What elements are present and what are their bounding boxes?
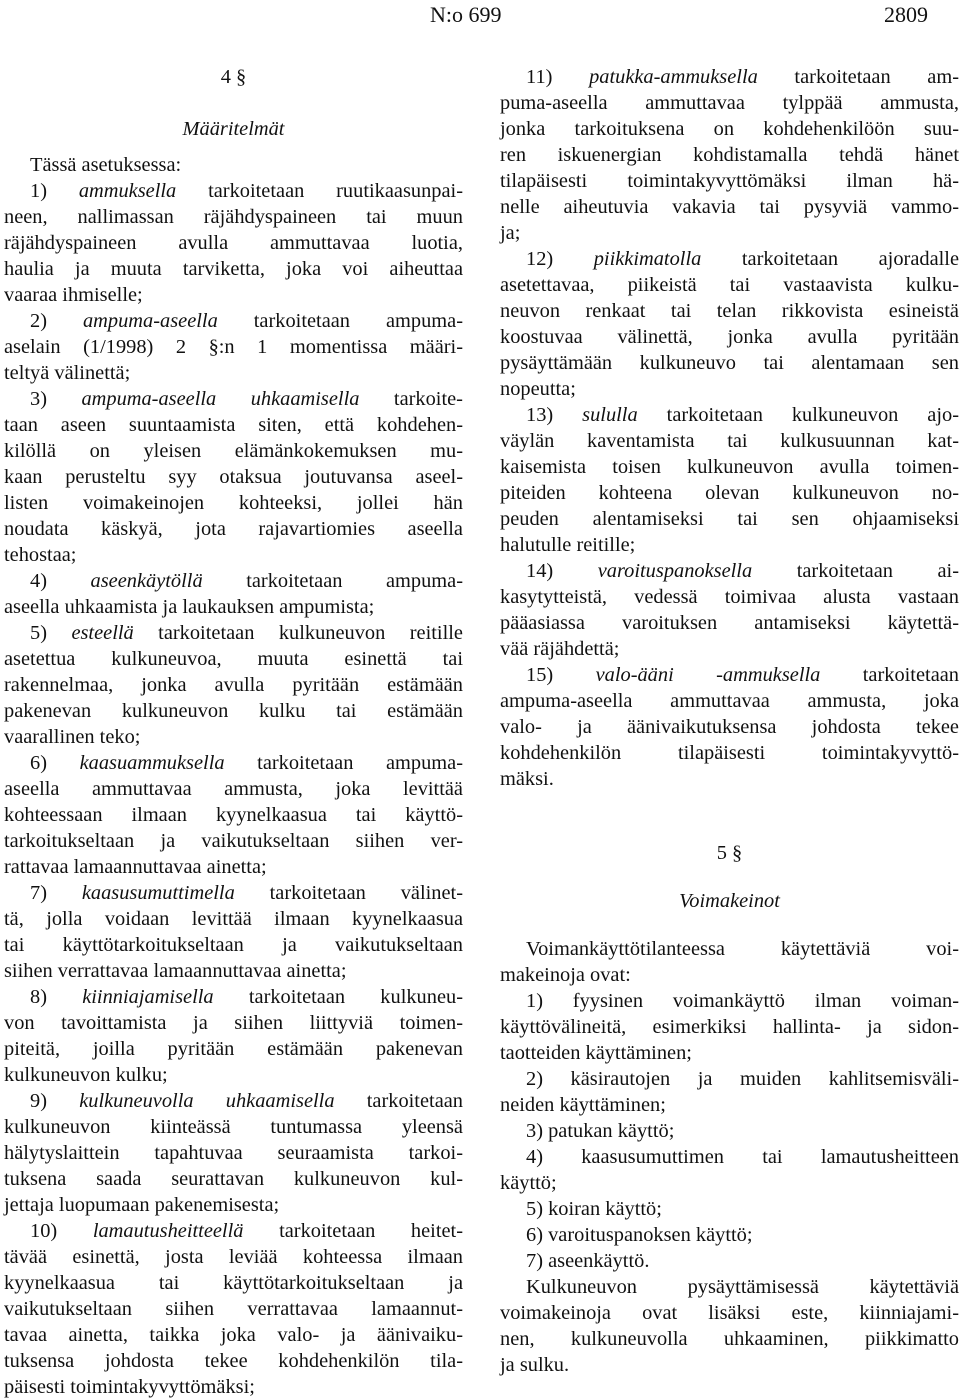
text-line: vaikutukseltaan siihen verrattavaa lamaannut- <box>4 1298 463 1320</box>
defined-term: lamautusheitteellä <box>92 1220 244 1242</box>
defined-term: kaasusumuttimella <box>81 882 235 904</box>
defined-term: sululla <box>582 404 638 426</box>
text-line: kaisemista toisen kulkuneuvon avulla toimen- <box>500 456 959 478</box>
text-line: aseella uhkaamista ja laukauksen ampumista; <box>4 596 375 618</box>
paragraph <box>500 1144 959 1196</box>
text-line: 5) esteellä tarkoitetaan kulkuneuvon reitille <box>30 622 463 644</box>
text-line: ampuma-aseella ammuttavaa ammusta, joka <box>500 690 959 712</box>
text-line: 3) ampuma-aseella uhkaamisella tarkoite- <box>30 388 463 410</box>
text-line: räjähdyspaineen avulla ammuttavaa luotia, <box>4 232 463 254</box>
text-line: tuksensa johdosta tekee kohdehenkilön tila- <box>4 1350 463 1372</box>
paragraph <box>4 308 463 386</box>
defined-term: ammuksella <box>78 180 177 202</box>
paragraph <box>4 984 463 1088</box>
text-line: 9) kulkuneuvolla uhkaamisella tarkoitetaan <box>30 1090 463 1112</box>
text-line: teltyä välinettä; <box>4 362 131 384</box>
paragraph <box>500 246 959 402</box>
text-line: nopeutta; <box>500 378 576 400</box>
text-line: 11) patukka-ammuksella tarkoitetaan am- <box>526 66 959 88</box>
paragraph <box>4 386 463 568</box>
paragraph <box>500 1066 959 1118</box>
text-line: nelle aiheutuvia vakavia tai pysyviä vammo- <box>500 196 959 218</box>
paragraph <box>500 1222 959 1248</box>
section-title: Voimakeinot <box>679 890 780 912</box>
text-line: peuden alentamiseksi tai sen ohjaamiseksi <box>500 508 959 530</box>
paragraph <box>500 402 959 558</box>
paragraph <box>500 1196 959 1222</box>
paragraph <box>4 880 463 984</box>
text-line: asetettua kulkuneuvoa, muuta esinettä tai <box>4 648 463 670</box>
text-line: kyynelkaasua tai käyttötarkoitukseltaan ja <box>4 1272 463 1294</box>
paragraph <box>500 1274 959 1378</box>
journal-issue-number: N:o 699 <box>430 2 502 27</box>
text-line: tilapäisesti toimintakyvyttömäksi ilman hä- <box>500 170 959 192</box>
text-line: 13) sululla tarkoitetaan kulkuneuvon ajo- <box>526 404 959 426</box>
text-line: 7) aseenkäyttö. <box>526 1250 650 1272</box>
paragraph <box>4 568 463 620</box>
text-line: vaarallinen teko; <box>4 726 141 748</box>
text-line: kohdehenkilön tilapäisesti toimintakyvyttö- <box>500 742 959 764</box>
text-line: 12) piikkimatolla tarkoitetaan ajoradalle <box>526 248 960 270</box>
text-line: halutulle reitille; <box>500 534 636 556</box>
text-line: vaaraa ihmiselle; <box>4 284 143 306</box>
defined-term: ampuma-aseella <box>82 310 218 332</box>
text-line: haulia ja muuta tarviketta, joka voi aiheuttaa <box>4 258 463 280</box>
text-line: tarkoitukseltaan ja vaikutukseltaan siihen ver- <box>4 830 463 852</box>
text-line: listen voimakeinojen kohteeksi, jollei hän <box>4 492 463 514</box>
text-line: neuvon renkaat tai telan rikkovista esineistä <box>500 300 959 322</box>
text-line: 10) lamautusheitteellä tarkoitetaan heitet- <box>30 1220 464 1242</box>
text-line: ren iskuenergian kohdistamalla tehdä hänet <box>500 144 959 166</box>
defined-term: kiinniajamisella <box>82 986 214 1008</box>
text-line: taan aseen suuntaamista siten, että kohdehen- <box>4 414 463 436</box>
text-line: tävää esinettä, josta leviää kohteessa ilmaan <box>4 1246 463 1268</box>
paragraph <box>4 178 463 308</box>
paragraph <box>500 662 959 792</box>
text-line: 3) patukan käyttö; <box>526 1120 675 1142</box>
paragraph <box>4 620 463 750</box>
text-line: pakenevan kulkuneuvon kulku tai estämään <box>4 700 463 722</box>
text-line: kaan perusteltu syy otaksua joutuvansa aseel- <box>4 466 463 488</box>
text-line: 4) aseenkäytöllä tarkoitetaan ampuma- <box>30 570 463 592</box>
text-line: jettaja luopumaan pakenemisesta; <box>4 1194 280 1216</box>
text-line: Kulkuneuvon pysäyttämisessä käytettäviä <box>526 1276 959 1298</box>
text-line: käyttövälineitä, esimerkiksi hallinta- ja sidon- <box>500 1016 959 1038</box>
text-line: 2) käsirautojen ja muiden kahlitsemisväli- <box>526 1068 959 1090</box>
text-line: piteitä, joilla pyritään estämään pakenevan <box>4 1038 463 1060</box>
text-line: tehostaa; <box>4 544 77 566</box>
text-line: 14) varoituspanoksella tarkoitetaan ai- <box>526 560 959 582</box>
paragraph <box>500 64 959 246</box>
text-line: kilöllä on yleisen elämänkokemuksen mu- <box>4 440 463 462</box>
paragraph <box>4 750 463 880</box>
paragraph <box>4 152 463 178</box>
text-line: nen, kulkuneuvolla uhkaaminen, piikkimatto <box>500 1328 959 1350</box>
text-line: tuksena saada seurattavan kulkuneuvon kul- <box>4 1168 463 1190</box>
paragraph <box>500 558 959 662</box>
text-line: pysäyttämään kulkuneuvo tai alentamaan sen <box>500 352 959 374</box>
text-line: puma-aseella ammuttavaa tylppää ammusta, <box>500 92 959 114</box>
text-line: taotteiden käyttäminen; <box>500 1042 692 1064</box>
text-line: kulkuneuvon kiinteässä tuntumassa yleensä <box>4 1116 463 1138</box>
text-line: tavaa ainetta, taikka joka valo- ja äänivaiku- <box>4 1324 463 1346</box>
defined-term: kaasuammuksella <box>79 752 225 774</box>
text-line: aseella ammuttavaa ammusta, joka levittää <box>4 778 463 800</box>
defined-term: valo-ääni -ammuksella <box>595 664 821 686</box>
text-line: päisesti toimintakyvyttömäksi; <box>4 1376 255 1398</box>
text-line: 1) ammuksella tarkoitetaan ruutikaasunpai- <box>30 180 463 202</box>
text-line: valo- ja äänivaikutuksensa johdosta tekee <box>500 716 959 738</box>
paragraph <box>500 1118 959 1144</box>
paragraph <box>4 1088 463 1218</box>
section-number: 4 § <box>220 66 247 88</box>
text-line: 4) kaasusumuttimen tai lamautusheitteen <box>526 1146 959 1168</box>
text-line: siihen verrattavaa lamaannuttavaa ainetta; <box>4 960 347 982</box>
text-line: 8) kiinniajamisella tarkoitetaan kulkuneu- <box>30 986 463 1008</box>
text-line: 2) ampuma-aseella tarkoitetaan ampuma- <box>30 310 463 332</box>
defined-term: aseenkäytöllä <box>90 570 203 592</box>
section-title: Määritelmät <box>182 118 285 140</box>
text-line: ja sulku. <box>500 1354 570 1376</box>
defined-term: varoituspanoksella <box>597 560 753 582</box>
text-line: kasytytteistä, vedessä toimivaa alusta vastaan <box>500 586 959 608</box>
text-line: neen, nallimassan räjähdyspaineen tai muun <box>4 206 463 228</box>
text-line: neiden käyttäminen; <box>500 1094 666 1116</box>
paragraph <box>500 988 959 1066</box>
text-line: aselain (1/1998) 2 §:n 1 momentissa määri- <box>4 336 463 358</box>
text-line: käyttö; <box>500 1172 557 1194</box>
text-line: kulkuneuvon kulku; <box>4 1064 168 1086</box>
text-line: asetettavaa, piikeistä tai vastaavista kulku- <box>500 274 959 296</box>
text-line: Tässä asetuksessa: <box>30 154 182 176</box>
text-line: 7) kaasusumuttimella tarkoitetaan välinet- <box>30 882 463 904</box>
text-line: mäksi. <box>500 768 554 790</box>
text-line: kohteessaan ilmaan kyynelkaasua tai käyttö- <box>4 804 463 826</box>
text-line: koostuvaa välinettä, jonka avulla pyritään <box>500 326 959 348</box>
text-line: 6) varoituspanoksen käyttö; <box>526 1224 753 1246</box>
paragraph <box>4 1218 463 1400</box>
text-line: 1) fyysinen voimankäyttö ilman voiman- <box>526 990 959 1012</box>
defined-term: piikkimatolla <box>593 248 702 270</box>
text-line: jonka tarkoituksena on kohdehenkilöön suu- <box>500 118 959 140</box>
text-line: vää räjähdettä; <box>500 638 620 660</box>
text-line: pääasiassa varoituksen antamiseksi käytettä- <box>500 612 959 634</box>
paragraph <box>500 1248 959 1274</box>
text-line: tä, jolla voidaan levittää ilmaan kyynelkaasua <box>4 908 463 930</box>
defined-term: kulkuneuvolla uhkaamisella <box>79 1090 335 1112</box>
page-number: 2809 <box>884 2 928 27</box>
text-line: 15) valo-ääni -ammuksella tarkoitetaan <box>526 664 959 686</box>
text-line: hälytyslaittein tapahtuvaa seuraamista tarkoi- <box>4 1142 463 1164</box>
text-line: 5) koiran käyttö; <box>526 1198 662 1220</box>
text-line: voimakeinoja ovat lisäksi este, kiinniajami- <box>500 1302 959 1324</box>
text-line: noudata käskyä, jota rajavartiomies aseella <box>4 518 463 540</box>
section-number: 5 § <box>716 842 743 864</box>
text-line: rakennelmaa, jonka avulla pyritään estämään <box>4 674 463 696</box>
defined-term: ampuma-aseella uhkaamisella <box>81 388 360 410</box>
defined-term: esteellä <box>71 622 134 644</box>
defined-term: patukka-ammuksella <box>589 66 758 88</box>
text-line: von tavoittamista ja siihen liittyviä toimen- <box>4 1012 463 1034</box>
text-line: rattavaa lamaannuttavaa ainetta; <box>4 856 267 878</box>
text-line: ja; <box>500 222 521 244</box>
text-line: 6) kaasuammuksella tarkoitetaan ampuma- <box>30 752 463 774</box>
text-line: tai käyttötarkoitukseltaan ja vaikutukseltaan <box>4 934 463 956</box>
text-line: Voimankäyttötilanteessa käytettäviä voi- <box>526 938 959 960</box>
paragraph <box>500 936 959 988</box>
text-line: väylän kaventamista tai kulkusuunnan kat- <box>500 430 959 452</box>
text-line: piteiden kohteena olevan kulkuneuvon no- <box>500 482 959 504</box>
text-line: makeinoja ovat: <box>500 964 631 986</box>
